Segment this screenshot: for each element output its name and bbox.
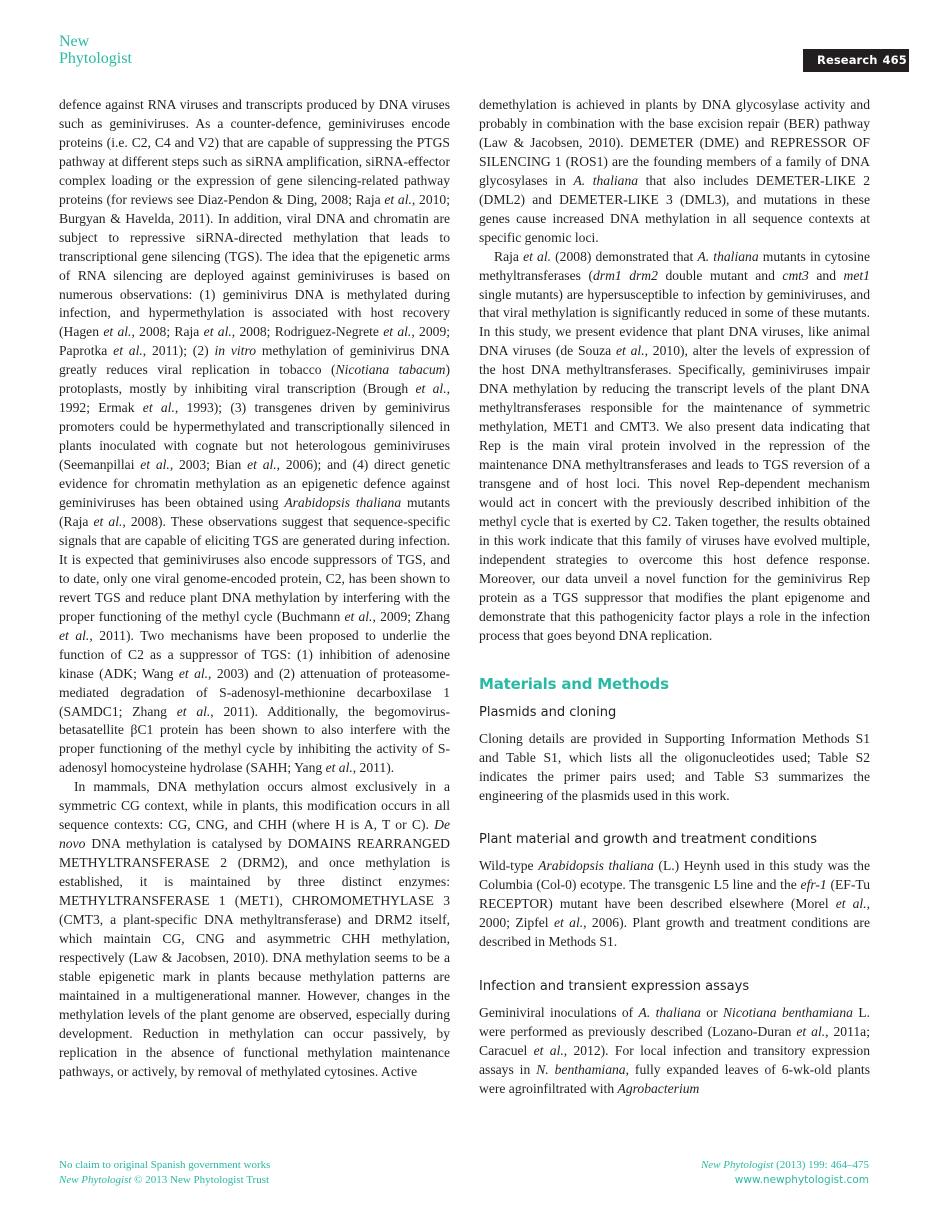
text-run: (L.) Heynh used in this study was the Columbia (Col-0) ecotype. The transgenic L5 line and the <box>479 858 870 893</box>
footer-journal-name: New Phytologist <box>700 1159 774 1171</box>
italic-text: N. benthamiana <box>536 1062 626 1078</box>
text-run: and <box>808 267 844 283</box>
text-run: , 2008). These observations suggest that sequence-specific signals that are capable of eliciting TGS are generated during infection. It is expected that geminiviruses also encode suppressors of TGS, and to date, only one viral genome-encoded protein, C2, has been shown to revert TGS and reduce plant DNA methylation by interfering with the proper functioning of the methyl cycle (Buchmann <box>59 513 450 624</box>
text-run: , 2011a; Caracuel <box>479 1024 870 1059</box>
italic-text: met1 <box>843 267 870 283</box>
text-run: , 1993); (3) transgenes driven by geminivirus promoters could be hypermethylated and transcriptionally silenced in plants inoculated with cognate but not heterologous geminiviruses (Seemanpillai <box>59 400 450 473</box>
journal-logo-line1: New <box>59 33 90 50</box>
italic-text: et al. <box>344 608 373 624</box>
italic-text: Arabidopsis thaliana <box>284 495 402 511</box>
body-paragraph <box>479 730 870 806</box>
text-run: , fully expanded leaves of 6-wk-old plants were agroinfiltrated with <box>479 1062 870 1097</box>
journal-logo-line2: Phytologist <box>59 50 132 67</box>
italic-text: et al. <box>103 324 132 340</box>
body-paragraph <box>59 778 450 1081</box>
italic-text: in vitro <box>214 343 257 359</box>
text-run: DNA methylation is catalysed by DOMAINS REARRANGED METHYLTRANSFERASE 2 (DRM2), and once methylation is established, it is maintained by three distinct enzymes: METHYLTRANSFERASE 1 (MET1), CHROMOMETHYLASE 3 (CMT3, a plant-specific DNA methyltransferase) and DRM2 itself, which maintain CG, CNG and asymmetric CHH methylation, respectively (Law & Jacobsen, 2010). DNA methylation seems to be a stable epigenetic mark in plants because methylation patterns are maintained in a multigenerational manner. However, changes in the methylation levels of the plant genome are observed, especially during development. Reduction in methylation can occur passively, by replication in the absence of functional methylation maintenance pathways, or actively, by removal of methylated cytosines. Active <box>59 836 450 1079</box>
journal-logo <box>59 33 132 67</box>
text-run: methylation of geminivirus DNA greatly reduces viral replication in tobacco ( <box>59 343 450 378</box>
text-run: Wild-type <box>479 858 539 874</box>
text-run: In mammals, DNA methylation occurs almost exclusively in a symmetric CG context, while in plants, this modification occurs in all sequence contexts: CG, CNG, and CHH (where H is A, T or C). <box>59 779 450 833</box>
text-run: demethylation is achieved in plants by DNA glycosylase activity and probably in combination with the base excision repair (BER) pathway (Law & Jacobsen, 2010). DEMETER (DME) and REPRESSOR OF SILENCING 1 (ROS1) are the founding members of a family of DNA glycosylases in <box>479 97 870 188</box>
text-run: (EF-Tu RECEPTOR) mutant have been described elsewhere (Morel <box>479 877 870 912</box>
section-heading: Materials and Methods <box>479 674 669 693</box>
section-label: Research <box>817 53 878 67</box>
italic-text: et al. <box>176 703 211 719</box>
italic-text: A. thaliana <box>697 248 759 264</box>
text-run: Geminiviral inoculations of <box>479 1005 639 1021</box>
italic-text: cmt3 <box>782 267 809 283</box>
text-run: , 2011); (2) <box>142 343 215 359</box>
italic-text: et al. <box>325 760 353 776</box>
italic-text: et al. <box>553 915 584 931</box>
text-run: double mutant and <box>657 267 783 283</box>
italic-text: et al. <box>203 324 232 340</box>
body-paragraph <box>479 248 870 646</box>
text-run: mutants in cytosine methyltransferases ( <box>479 248 870 283</box>
italic-text: et al. <box>93 513 123 529</box>
footer-right <box>701 1158 869 1188</box>
italic-text: et al. <box>384 191 412 207</box>
text-run: Cloning details are provided in Supporting Information Methods S1 and Table S1, which lists all the oligonucleotides used; Table S2 indicates the primer pairs used; and Table S3 summarizes the engineering of the plasmids used in this work. <box>479 730 870 803</box>
body-paragraph <box>479 1004 870 1099</box>
footer-citation-text: (2013) 199: 464–475 <box>773 1159 869 1171</box>
text-run: , 2009; Zhang <box>372 608 450 624</box>
text-run: , 2011). <box>352 760 395 776</box>
body-paragraph <box>479 857 870 952</box>
text-run: ) protoplasts, mostly by inhibiting viral transcription (Brough <box>59 362 450 397</box>
right-column <box>479 96 870 1099</box>
subsection-heading: Plant material and growth and treatment conditions <box>479 832 818 848</box>
italic-text: drm1 drm2 <box>592 267 658 283</box>
footer-website-link[interactable]: www.newphytologist.com <box>734 1174 869 1186</box>
italic-text: Nicotiana tabacum <box>335 362 446 378</box>
text-run: , 2008; Raja <box>131 324 204 340</box>
italic-text: A. thaliana <box>638 1005 701 1021</box>
text-run: , 2006); and (4) direct genetic evidence for chromatin methylation as an epigenetic defence against geminiviruses has been obtained using <box>59 457 451 511</box>
italic-text: De novo <box>59 817 450 852</box>
italic-text: et al. <box>59 627 90 643</box>
footer-citation <box>701 1158 869 1173</box>
italic-text: A. thaliana <box>573 172 639 188</box>
footer-journal-name: New Phytologist <box>59 1174 132 1186</box>
left-column <box>59 96 450 1082</box>
text-run: mutants (Raja <box>59 495 450 529</box>
text-run: defence against RNA viruses and transcripts produced by DNA viruses such as geminiviruses. As a counter-defence, geminiviruses encode proteins (i.e. C2, C4 and V2) that are capable of suppressing the PTGS pathway at different steps such as siRNA amplification, siRNA-effector complex loading or the expression of gene silencing-related pathway proteins (for reviews see Diaz-Pendon & Ding, 2008; Raja <box>59 97 450 207</box>
italic-text: Arabidopsis thaliana <box>538 858 654 874</box>
italic-text: et al. <box>415 381 447 397</box>
text-run: , 2011). Two mechanisms have been proposed to underlie the function of C2 as a suppressor of TGS: (1) inhibition of adenosine kinase (ADK; Wang <box>59 627 450 681</box>
text-run: , 2009; Paprotka <box>59 324 451 359</box>
italic-text: et al. <box>616 343 645 359</box>
italic-text: et al. <box>140 457 170 473</box>
text-run: that also includes DEMETER-LIKE 2 (DML2) and DEMETER-LIKE 3 (DML3), and mutations in these genes cause increased DNA methylation in all sequence contexts at specific genomic loci. <box>479 172 870 245</box>
body-paragraph <box>59 96 450 778</box>
text-run: or <box>700 1005 723 1021</box>
text-run: , 2012). For local infection and transitory expression assays in <box>479 1043 871 1078</box>
text-run: , 2010), alter the levels of expression of the host DNA methyltransferases. Specifically, geminiviruses impair DNA methylation by reducing the transcript levels of the plant DNA methyltransferases responsible for the maintenance of symmetric methylation, MET1 and CMT3. We also present data indicating that Rep is the main viral protein involved in the repression of the maintenance DNA methyltransferases and leads to TGS reversion of a transgene and of host loci. This novel Rep-dependent mechanism would act in concert with the previously described inhibition of the methyl cycle that is exerted by C2. Taken together, the results obtained in this work indicate that this family of viruses have evolved multiple, independent strategies to overcome this host defence response. Moreover, our data unveil a novel function for the geminivirus Rep protein as a TGS suppressor that modifies the plant epigenome and demonstrate that this pathogenicity factor plays a role in the infection process that goes beyond DNA replication. <box>479 343 870 643</box>
italic-text: et al. <box>142 400 175 416</box>
footer-copyright <box>59 1173 270 1188</box>
text-run: , 2006). Plant growth and treatment conditions are described in Methods S1. <box>479 915 870 950</box>
italic-text: et al. <box>113 343 143 359</box>
italic-text: et al. <box>796 1024 826 1040</box>
subsection-heading: Infection and transient expression assays <box>479 979 750 995</box>
italic-text: efr-1 <box>800 877 827 893</box>
footer-copyright-text: © 2013 New Phytologist Trust <box>131 1174 270 1186</box>
text-run: , 2010; Burgyan & Havelda, 2011). In addition, viral DNA and chromatin are subject to repressive siRNA-directed methylation that leads to transcriptional gene silencing (TGS). The idea that the epigenetic arms of RNA silencing are deployed against geminiviruses is based on numerous observations: (1) geminivirus DNA is methylated during infection, and hypermethylation is associated with host recovery (Hagen <box>59 191 450 340</box>
subsection-heading: Plasmids and cloning <box>479 704 617 720</box>
page-number: 465 <box>882 53 907 67</box>
body-paragraph <box>479 96 870 248</box>
italic-text: et al. <box>247 457 277 473</box>
text-run: Raja <box>494 248 524 264</box>
italic-text: et al. <box>178 665 209 681</box>
italic-text: et al. <box>835 896 867 912</box>
text-run: , 2008; Rodriguez-Negrete <box>231 324 384 340</box>
italic-text: et al. <box>533 1043 564 1059</box>
italic-text: Nicotiana benthamiana <box>722 1005 853 1021</box>
italic-text: et al. <box>383 324 412 340</box>
footer-left <box>59 1158 270 1188</box>
text-run: , 1992; Ermak <box>59 381 450 416</box>
text-run: , 2011). Additionally, the begomovirus-betasatellite βC1 protein has been shown to also interfere with the proper functioning of the methyl cycle by inhibiting the activity of S-adenosyl homocysteine hydrolase (SAHH; Yang <box>59 703 450 776</box>
text-run: , 2003) and (2) attenuation of proteasome-mediated degradation of S-adenosyl-methionine decarboxilase 1 (SAMDC1; Zhang <box>59 665 450 719</box>
text-run: , 2000; Zipfel <box>479 896 871 931</box>
italic-text: et al. <box>523 248 551 264</box>
text-run: (2008) demonstrated that <box>551 248 698 264</box>
text-run: , 2003; Bian <box>169 457 248 473</box>
footer-claim: No claim to original Spanish government works <box>59 1159 271 1171</box>
section-page-badge <box>803 49 909 72</box>
text-run: L. were performed as previously described (Lozano-Duran <box>479 1005 871 1040</box>
text-run: single mutants) are hypersusceptible to infection by geminiviruses, and that viral methylation is significantly reduced in some of these mutants. In this study, we present evidence that plant DNA viruses, like animal DNA viruses (de Souza <box>479 286 870 359</box>
italic-text: Agrobacterium <box>617 1081 700 1097</box>
